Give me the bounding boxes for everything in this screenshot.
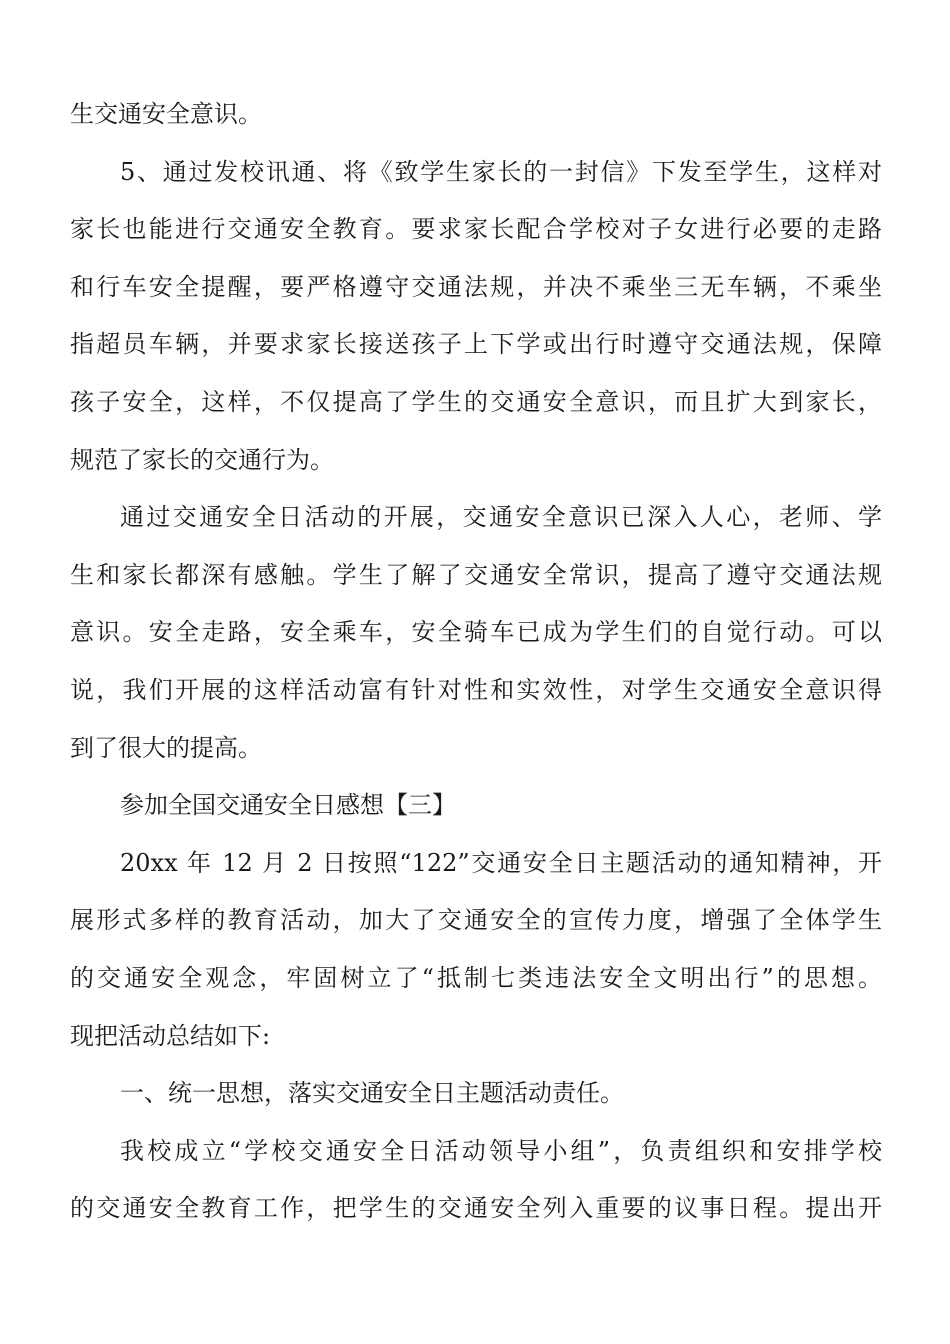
text-line: 我校成立“学校交通安全日活动领导小组”，负责组织和安排学校 bbox=[120, 1137, 882, 1165]
text-line: 指超员车辆，并要求家长接送孩子上下学或出行时遵守交通法规，保障 bbox=[70, 330, 882, 358]
text-line: 孩子安全，这样，不仅提高了学生的交通安全意识，而且扩大到家长， bbox=[70, 388, 882, 416]
text-line: 通过交通安全日活动的开展，交通安全意识已深入人心，老师、学 bbox=[120, 503, 882, 531]
text-line: 的交通安全观念，牢固树立了“抵制七类违法安全文明出行”的思想。 bbox=[70, 964, 882, 992]
text-line: 意识。安全走路，安全乘车，安全骑车已成为学生们的自觉行动。可以 bbox=[70, 618, 882, 646]
text-line: 生交通安全意识。 bbox=[70, 100, 262, 128]
text-line: 家长也能进行交通安全教育。要求家长配合学校对子女进行必要的走路 bbox=[70, 215, 882, 243]
text-line: 生和家长都深有感触。学生了解了交通安全常识，提高了遵守交通法规 bbox=[70, 561, 882, 589]
text-line: 20xx 年 12 月 2 日按照“122”交通安全日主题活动的通知精神，开 bbox=[120, 849, 882, 877]
text-line: 和行车安全提醒，要严格遵守交通法规，并决不乘坐三无车辆，不乘坐 bbox=[70, 273, 882, 301]
section-heading: 参加全国交通安全日感想【三】 bbox=[120, 791, 456, 819]
text-line: 展形式多样的教育活动，加大了交通安全的宣传力度，增强了全体学生 bbox=[70, 906, 882, 934]
text-line: 说，我们开展的这样活动富有针对性和实效性，对学生交通安全意识得 bbox=[70, 676, 882, 704]
text-line: 规范了家长的交通行为。 bbox=[70, 446, 334, 474]
subsection-heading: 一、统一思想，落实交通安全日主题活动责任。 bbox=[120, 1079, 624, 1107]
text-line: 到了很大的提高。 bbox=[70, 734, 262, 762]
text-line: 的交通安全教育工作，把学生的交通安全列入重要的议事日程。提出开 bbox=[70, 1194, 882, 1222]
text-line: 现把活动总结如下: bbox=[70, 1022, 271, 1050]
text-line: 5、通过发校讯通、将《致学生家长的一封信》下发至学生，这样对 bbox=[120, 158, 882, 186]
